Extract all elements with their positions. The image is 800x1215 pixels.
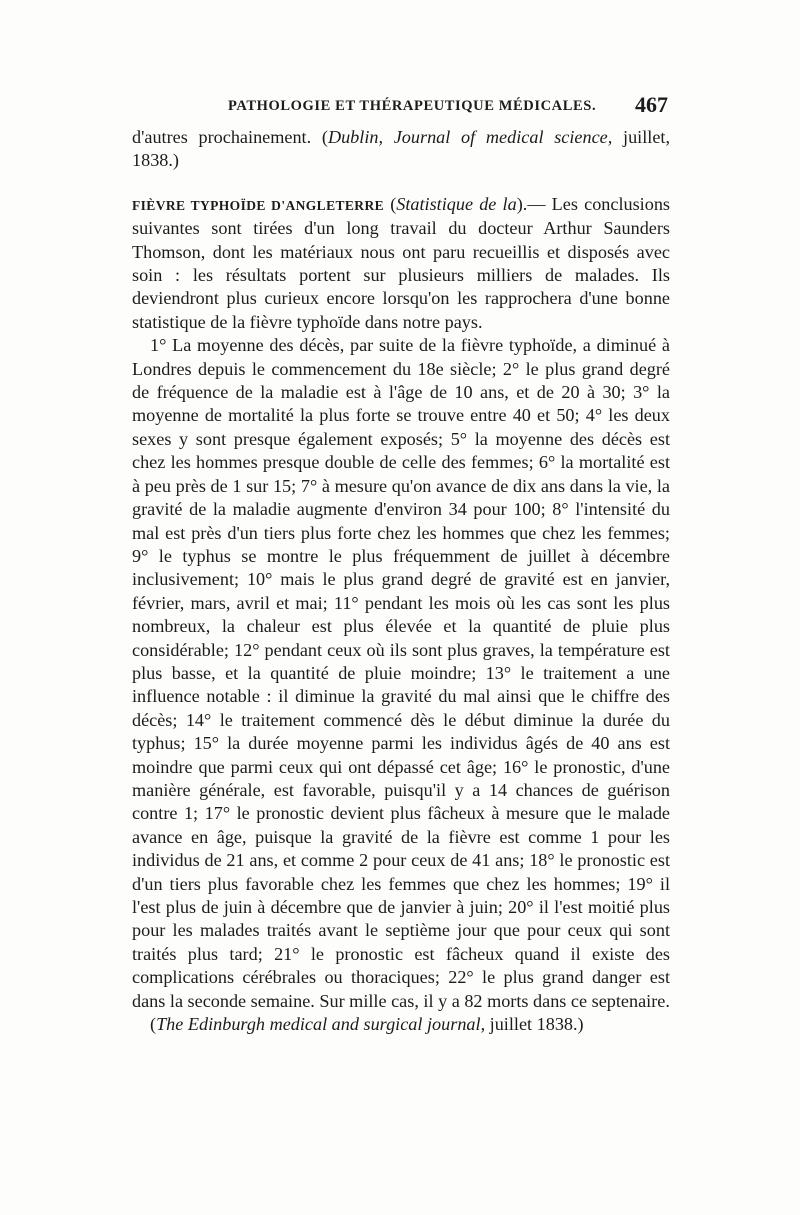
article-title-open: ( bbox=[384, 193, 397, 214]
continuation-text: d'autres prochainement. ( bbox=[132, 127, 328, 147]
source-open: ( bbox=[150, 1014, 157, 1035]
article-intro-paragraph bbox=[132, 193, 670, 334]
article-title: FIÈVRE TYPHOÏDE D'ANGLETERRE bbox=[132, 197, 385, 213]
running-title: PATHOLOGIE ET THÉRAPEUTIQUE MÉDICALES. bbox=[228, 98, 597, 114]
continuation-paragraph bbox=[132, 126, 670, 173]
page-number: 467 bbox=[635, 92, 668, 117]
source-citation bbox=[132, 1013, 670, 1036]
article-intro: ).— Les conclusions suivantes sont tirées d'un long travail du docteur Arthur Saunders Thomson, dont les matériaux nous ont paru recueillis et disposés avec soin : les résultats portent sur plusieurs milliers de malades. Ils deviendront plus curieux encore lorsqu'on les rapprochera d'une bonne statistique de la fièvre typhoïde dans notre pays. bbox=[132, 193, 670, 332]
text-body bbox=[132, 126, 670, 1036]
findings-paragraph: 1° La moyenne des décès, par suite de la fièvre typhoïde, a diminué à Londres depuis le commencement du 18e siècle; 2° le plus grand degré de fréquence de la maladie est à l'âge de 10 ans, et de 20 à 30; 3° la moyenne de mortalité la plus forte se trouve entre 40 et 50; 4° les deux sexes y sont presque également exposés; 5° la moyenne des décès est chez les hommes presque double de celle des femmes; 6° la mortalité est à peu près de 1 sur 15; 7° à mesure qu'on avance de dix ans dans la vie, la gravité de la maladie augmente d'environ 34 pour 100; 8° l'intensité du mal est près d'un tiers plus forte chez les hommes que chez les femmes; 9° le typhus se montre le plus fréquemment de juillet à décembre inclusivement; 10° mais le plus grand degré de gravité est en janvier, février, mars, avril et mai; 11° pendant les mois où les cas sont les plus nombreux, la chaleur est plus élevée et la quantité de pluie plus considérable; 12° pendant ceux où ils sont plus graves, la température est plus basse, et la quantité de pluie moindre; 13° le traitement a une influence notable : il diminue la gravité du mal ainsi que le chiffre des décès; 14° le traitement commencé dès le début diminue la durée du typhus; 15° la durée moyenne parmi les individus âgés de 40 ans est moindre que parmi ceux qui ont dépassé cet âge; 16° le pronostic, d'une manière générale, est favorable, puisqu'il y a 14 chances de guérison contre 1; 17° le pronostic devient plus fâcheux à mesure que le malade avance en âge, puisque la gravité de la fièvre est comme 1 pour les individus de 21 ans, et comme 2 pour ceux de 41 ans; 18° le pronostic est d'un tiers plus favorable chez les femmes que chez les hommes; 19° il l'est plus de juin à décembre que de janvier à juin; 20° il l'est moitié plus pour les malades traités avant le septième jour que pour ceux qui sont traités plus tard; 21° le pronostic est fâcheux quand il existe des complications cérébrales ou thoraciques; 22° le plus grand danger est dans la seconde semaine. Sur mille cas, il y a 82 morts dans ce septenaire. bbox=[132, 335, 670, 1011]
continuation-date: juillet, 1838.) bbox=[132, 127, 671, 171]
source-date: , juillet 1838.) bbox=[480, 1014, 584, 1035]
source-journal: The Edinburgh medical and surgical journal bbox=[156, 1014, 481, 1035]
article-subtitle: Statistique de la bbox=[396, 193, 517, 214]
running-header bbox=[132, 94, 670, 124]
continuation-source: Dublin, Journal of medical science, bbox=[327, 127, 613, 147]
